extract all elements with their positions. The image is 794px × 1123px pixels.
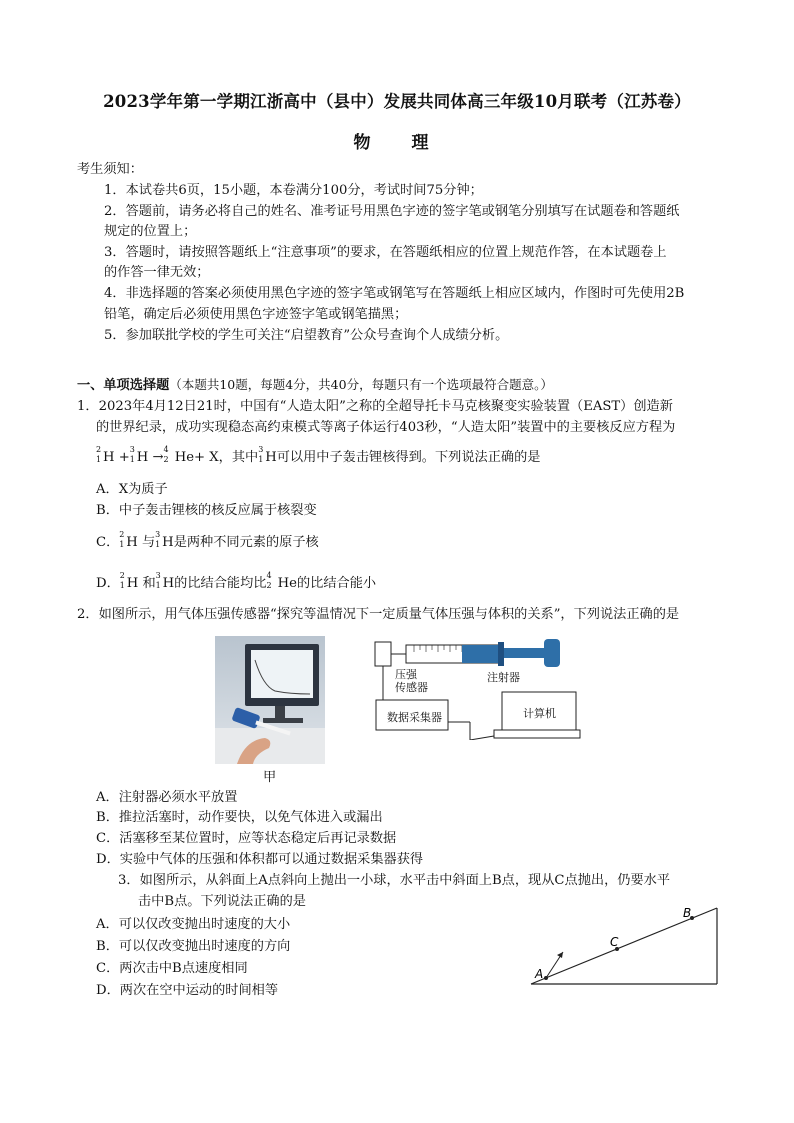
pressure-sensor-box [375,642,391,666]
notice-item: 的作答一律无效； [104,265,210,280]
q1-option-b: B．中子轰击锂核的核反应属于核裂变 [96,503,317,518]
syringe-plunger [462,645,500,663]
notice-item: 1．本试卷共6页，15小题，本卷满分100分，考试时间75分钟； [104,183,483,198]
notice-item: 3．答题时，请按照答题纸上“注意事项”的要求，在答题纸相应的位置上规范作答，在本试题卷上 [104,245,667,260]
notice-item: 铅笔，确定后必须使用黑色字迹签字笔或钢笔描黑； [104,307,408,322]
q1-equation-line: 2 1 H + 3 1 H → 4 2 He+ X，其中 3 1 H可以用中子轰击锂核得到。下列说法正确的是 [96,445,541,465]
q1-option-d-mid: 的比结合能均比 [174,576,267,591]
q2-option-b: B．推拉活塞时，动作要快，以免气体进入或漏出 [96,810,383,825]
q1-line3-tail: H可以用中子轰击锂核得到。下列说法正确的是 [265,450,541,465]
q3-option-c: C．两次击中B点速度相同 [96,961,248,976]
q1-option-d: D． 2 1 H 和 3 1 H的比结合能均比 4 2 He的比结合能小 [96,571,377,591]
q2-figure-caption: 甲 [263,770,277,785]
sensor-label-line2: 传感器 [395,681,428,694]
q2-stem: 2．如图所示，用气体压强传感器“探究等温情况下一定质量气体压强与体积的关系”，下列说法正确的是 [77,607,680,622]
q1-eq-tail: ，其中 [218,450,259,465]
notice-item: 5．参加联批学校的学生可关注“启望教育”公众号查询个人成绩分析。 [104,328,509,343]
notice-heading: 考生须知： [77,162,143,177]
computer-label: 计算机 [523,707,556,720]
q2-option-c: C．活塞移至某位置时，应等状态稳定后再记录数据 [96,831,397,846]
q3-option-b: B．可以仅改变抛出时速度的方向 [96,939,291,954]
q1-stem-line: 的世界纪录，成功实现稳态高约束模式等离子体运行403秒，“人造太阳”装置中的主要核反应方程为 [96,420,676,435]
subject-title: 物 理 [353,133,441,153]
section-title: 一、单项选择题 [77,378,170,393]
q3-stem-line: 3．如图所示，从斜面上A点斜向上抛出一小球，水平击中斜面上B点，现从C点抛出，仍要水平 [118,873,671,888]
q1-stem-line: 1．2023年4月12日21时，中国有“人造太阳”之称的全超导托卡马克核聚变实验装置（EAST）创造新 [77,399,673,414]
q3-incline-figure [525,902,725,992]
q3-stem-line: 击中B点。下列说法正确的是 [138,894,306,909]
section-heading [77,375,553,396]
q2-option-d: D．实验中气体的压强和体积都可以通过数据采集器获得 [96,852,424,867]
section-desc: （本题共10题，每题4分，共40分，每题只有一个选项最符合题意。） [169,377,553,392]
notice-item: 2．答题前，请务必将自己的姓名、准考证号用黑色字迹的签字笔或钢笔分别填写在试题卷和答题纸 [104,204,680,219]
sensor-label-line1: 压强 [395,668,417,681]
q1-option-c-tail: 是两种不同元素的原子核 [173,535,319,550]
q2-option-a: A．注射器必须水平放置 [96,790,238,805]
q3-option-d: D．两次在空中运动的时间相等 [96,983,279,998]
label-c: C [610,935,619,949]
q1-option-a: A．X为质子 [96,482,168,497]
exam-title: 2023学年第一学期江浙高中（县中）发展共同体高三年级10月联考（江苏卷） [103,92,691,111]
notice-item: 规定的位置上； [104,224,197,239]
notice-item: 4．非选择题的答案必须使用黑色字迹的签字笔或钢笔写在答题纸上相应区域内，作图时可先使用2B [104,286,685,301]
label-a: A [535,967,544,981]
syringe-label: 注射器 [487,671,520,684]
collector-label: 数据采集器 [387,711,442,724]
syringe-handle [544,639,560,667]
sensor-label [395,668,428,694]
q3-option-a: A．可以仅改变抛出时速度的大小 [96,917,291,932]
q2-photo-figure [215,636,325,764]
q1-option-d-tail: 的比结合能小 [296,576,377,591]
label-b: B [683,906,692,920]
q1-option-c: C． 2 1 H 与 3 1 H是两种不同元素的原子核 [96,530,319,550]
